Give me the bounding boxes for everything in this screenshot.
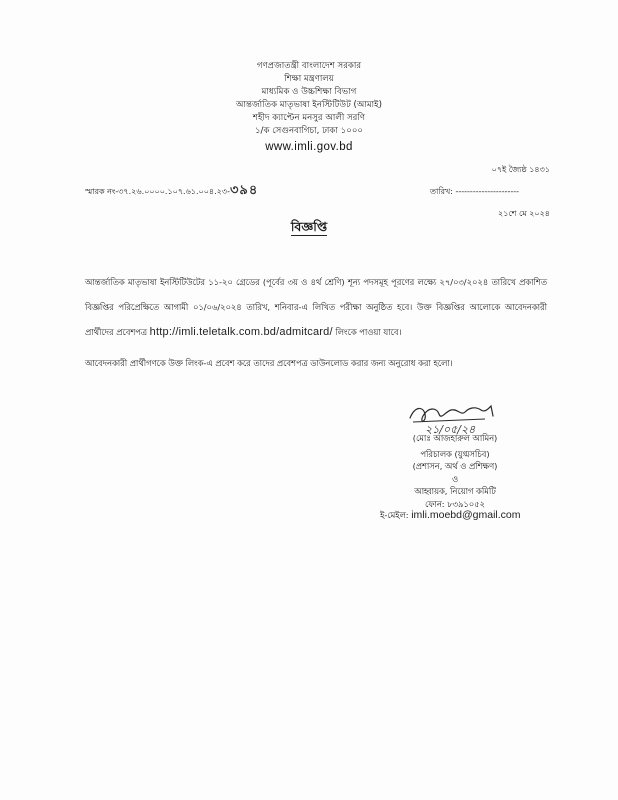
signatory-committee: আহ্বায়ক, নিয়োগ কমিটি: [414, 486, 496, 496]
signatory-block: [360, 432, 550, 510]
notice-paragraph-1: [85, 270, 547, 345]
notice-title: [0, 216, 618, 239]
ministry-name: শিক্ষা মন্ত্রণালয়: [284, 74, 334, 84]
city-address: ১/ক সেগুনবাগিচা, ঢাকা ১০০০: [254, 126, 364, 136]
paragraph-1-text-b: লিংকে পাওয়া যাবে।: [332, 327, 402, 337]
website-text: www.imli.gov.bd: [265, 141, 353, 153]
bangla-date: ০৭ই জ্যৈষ্ঠ ১৪৩১: [491, 165, 550, 174]
email-label: ই-মেইল:: [380, 510, 412, 520]
signatory-name: (মোঃ আজহারুল আমিন): [412, 433, 498, 443]
reference-prefix: স্মারক নং-৩৭.২৬.০০০০.১০৭.৬১.০০৪.২৩-: [85, 187, 230, 196]
reference-number: [85, 181, 258, 202]
date-label: তারিখ: ----------------------: [430, 187, 520, 196]
division-name: মাধ্যমিক ও উচ্চশিক্ষা বিভাগ: [261, 87, 357, 97]
signatory-email: [380, 509, 521, 523]
notice-paragraph-2: আবেদনকারী প্রার্থীগণকে উক্ত লিংক-এ প্রবেশ করে তাদের প্রবেশপত্র ডাউনলোড করার জন্য অনুরোধ করা হলো।: [85, 358, 453, 368]
institute-name: আন্তর্জাতিক মাতৃভাষা ইনস্টিটিউট (আমাই): [236, 100, 382, 110]
signatory-phone: ফোন: ৮৩৯১০৫২: [425, 498, 485, 509]
signatory-department: (প্রশাসন, অর্থ ও প্রশিক্ষণ): [412, 461, 498, 471]
email-address: imli.moebd@gmail.com: [411, 509, 521, 521]
gregorian-date: ২১শে মে ২০২৪: [498, 209, 550, 218]
letterhead: [0, 60, 618, 155]
signatory-conjunction: ও: [451, 473, 459, 484]
street-address: শহীদ ক্যাপ্টেন মনসুর আলী সরণি: [252, 113, 366, 123]
reference-handwritten: ৩৯৪: [229, 183, 259, 198]
govt-name: গণপ্রজাতন্ত্রী বাংলাদেশ সরকার: [256, 61, 362, 71]
notice-title-text: বিজ্ঞপ্তি: [290, 219, 328, 234]
date-block: [430, 164, 550, 221]
paragraph-1-text-a: আন্তর্জাতিক মাতৃভাষা ইনস্টিটিউটের ১১-২০ গ্রেডের (পূর্বের ৩য় ও ৪র্থ শ্রেণি) শূন্য পদসমূহ পূরণের লক্ষ্যে ২৭/০৩/২০২৪ তারিখে প্রকাশিত বিজ্ঞপ্তির পরিপ্রেক্ষিতে আগামী ০১/০৬/২০২৪ তারিখ, শনিবার-এ লিখিত পরীক্ষা অনুষ্ঠিত হবে। উক্ত বিজ্ঞপ্তির আলোকে আবেদনকারী প্রার্থীদের প্রবেশপত্র: [85, 277, 547, 337]
admit-card-link: http://imli.teletalk.com.bd/admitcard/: [149, 326, 333, 338]
signature-date: ২১/০৫/২৪: [425, 423, 476, 436]
signatory-designation: পরিচালক (যুগ্মসচিব): [420, 448, 490, 459]
